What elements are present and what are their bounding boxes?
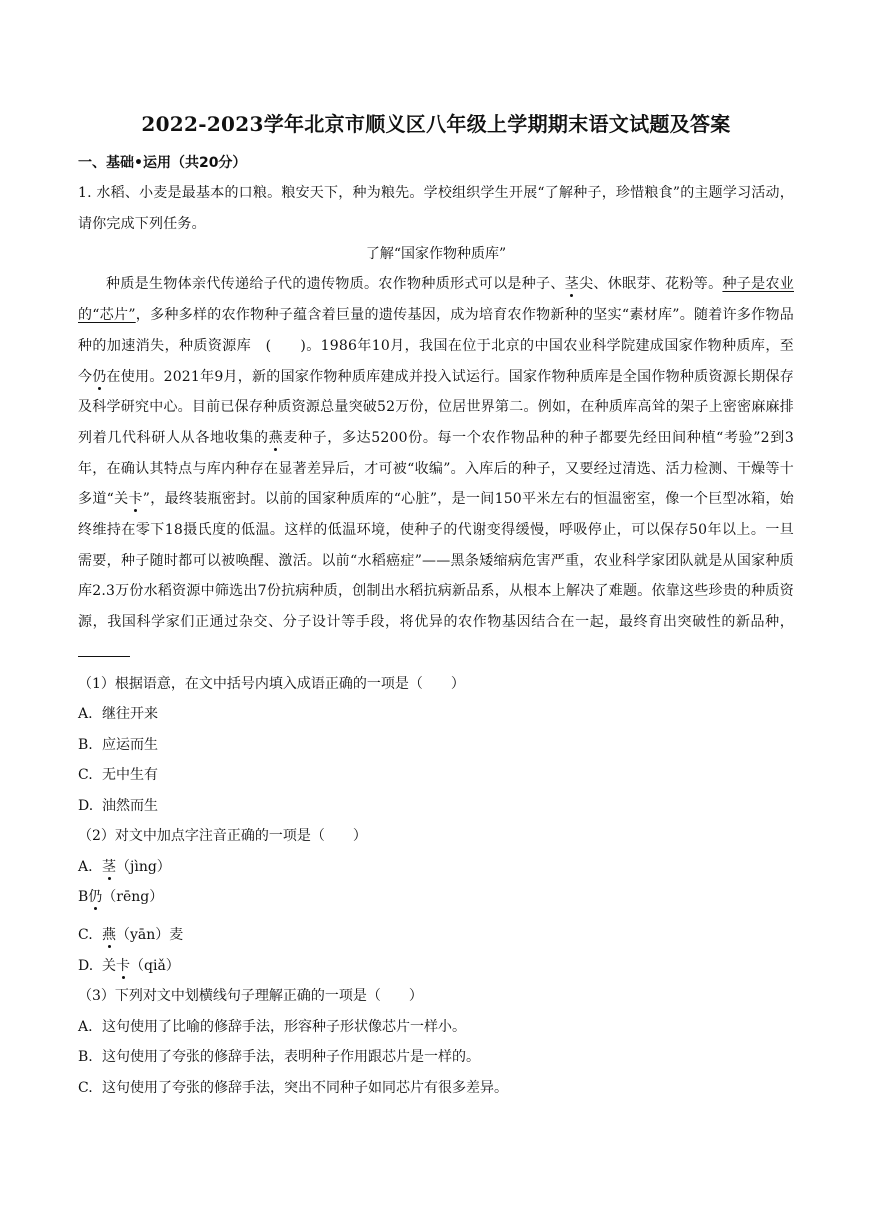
option-text: 这句使用了比喻的修辞手法，形容种子形状像芯片一样小。 (102, 1018, 466, 1035)
option-d (78, 791, 794, 822)
option-b (78, 730, 794, 761)
option-letter: D. (78, 957, 94, 974)
option-letter: D. (78, 797, 94, 814)
option-text: 油然而生 (102, 797, 158, 814)
option-c (78, 920, 794, 951)
reading-passage (78, 269, 794, 668)
dotted-char: 仍 (88, 889, 103, 906)
option-b (78, 1042, 794, 1073)
pinyin: （jìng） (116, 858, 171, 875)
sub-question-3: （3）下列对文中划横线句子理解正确的一项是（ ） (78, 988, 423, 1005)
passage-subtitle: 了解“国家作物种质库” (365, 246, 507, 263)
option-letter: B (78, 889, 89, 906)
dotted-char: 燕 (268, 429, 284, 446)
option-letter: A. (78, 1018, 93, 1035)
option-text: 继往开来 (102, 706, 158, 723)
option-text: 关 (102, 957, 116, 974)
option-a (78, 852, 794, 883)
passage-text: ”，最终装瓶密封。以前的国家种质库的“心脏”，是一间150平米左右的恒温密室，像一个巨型冰箱，始终维持在零下18摄氏度的低温。这样的低温环境，使种子的代谢变得缓慢，呼吸停止，可以保存50年以上。一旦需要，种子随时都可以被唤醒、激活。以前“水稻癌症”——黑条矮缩病危害严重，农业科学家团队就是从国家种质库2.3万份水稻资源中筛选出7份抗病种质，创制出水稻抗病新品系，从根本上解决了难题。依靠这些珍贵的种质资源，我国科学家们正通过杂交、分子设计等手段，将优异的农作物基因结合在一起，最终育出突破性的新品种， (78, 491, 794, 631)
passage-text: ，多种多样的农作物种子蕴含着巨量的遗传基因，成为培育农作物新种的坚实“素材库”。随着许多作物品种的加速消失，种质资源库 ( )。1986年10月，我国在位于北京的中国农业科学院建成国家作物种质库，至今 (78, 307, 794, 385)
option-letter: C. (78, 927, 93, 944)
option-letter: B. (78, 736, 93, 753)
passage-text: 麦种子，多达5200份。每一个农作物品种的种子都要先经田间种植“考验”2到3年，在确认其特点与库内种存在显著差异后，才可被“收编”。入库后的种子，又要经过清选、活力检测、干燥等十多道“关 (78, 429, 794, 508)
option-text: 无中生有 (102, 767, 158, 784)
option-letter: A. (78, 858, 93, 875)
sub-question-2: （2）对文中加点字注音正确的一项是（ ） (78, 828, 367, 845)
option-letter: C. (78, 1079, 93, 1096)
option-text: 这句使用了夸张的修辞手法，突出不同种子如同芯片有很多差异。 (102, 1079, 508, 1096)
passage-text: 种质是生物体亲代传递给子代的遗传物质。农作物种质形式可以是种子、 (106, 276, 565, 293)
document-title: 2022-2023学年北京市顺义区八年级上学期期末语文试题及答案 (141, 112, 731, 136)
option-letter: C. (78, 767, 93, 784)
option-d (78, 951, 794, 982)
option-text: 这句使用了夸张的修辞手法，表明种子作用跟芯片是一样的。 (102, 1049, 480, 1066)
dotted-char: 卡 (116, 957, 130, 974)
underlined-sentence: 种子是农业的“芯片” (78, 276, 794, 324)
option-c (78, 1073, 794, 1104)
pinyin: （rēng） (102, 889, 164, 906)
passage-text: 在使用。2021年9月，新的国家作物种质库建成并投入试运行。国家作物种质库是全国作物种质资源长期保存及科学研究中心。目前已保存种质资源总量突破52万份，位居世界第二。例如，在种质库高耸的架子上密密麻麻排列着几代科研人从各地收集的 (78, 368, 794, 446)
document-page (78, 96, 794, 1103)
dotted-char: 茎 (102, 858, 116, 875)
passage-text: 尖、休眠芽、花粉等。 (579, 276, 723, 293)
option-letter: A. (78, 706, 93, 723)
pinyin: （qiǎ） (130, 957, 180, 974)
option-a (78, 699, 794, 730)
option-a (78, 1012, 794, 1043)
answer-blank (78, 642, 130, 657)
question-intro: 1. 水稻、小麦是最基本的口粮。粮安天下，种为粮先。学校组织学生开展“了解种子，珍惜粮食”的主题学习活动，请你完成下列任务。 (78, 185, 794, 232)
dotted-char: 仍 (92, 368, 107, 385)
sub-question-1: （1）根据语意，在文中括号内填入成语正确的一项是（ ） (78, 675, 465, 692)
pinyin: （yān）麦 (116, 927, 184, 944)
section-heading: 一、基础•运用（共20分） (78, 155, 247, 171)
dotted-char: 茎 (564, 276, 580, 293)
dotted-char: 燕 (102, 927, 116, 944)
option-letter: B. (78, 1049, 93, 1066)
option-b (78, 882, 794, 920)
dotted-char: 卡 (128, 491, 143, 508)
option-c (78, 760, 794, 791)
option-text: 应运而生 (102, 736, 158, 753)
